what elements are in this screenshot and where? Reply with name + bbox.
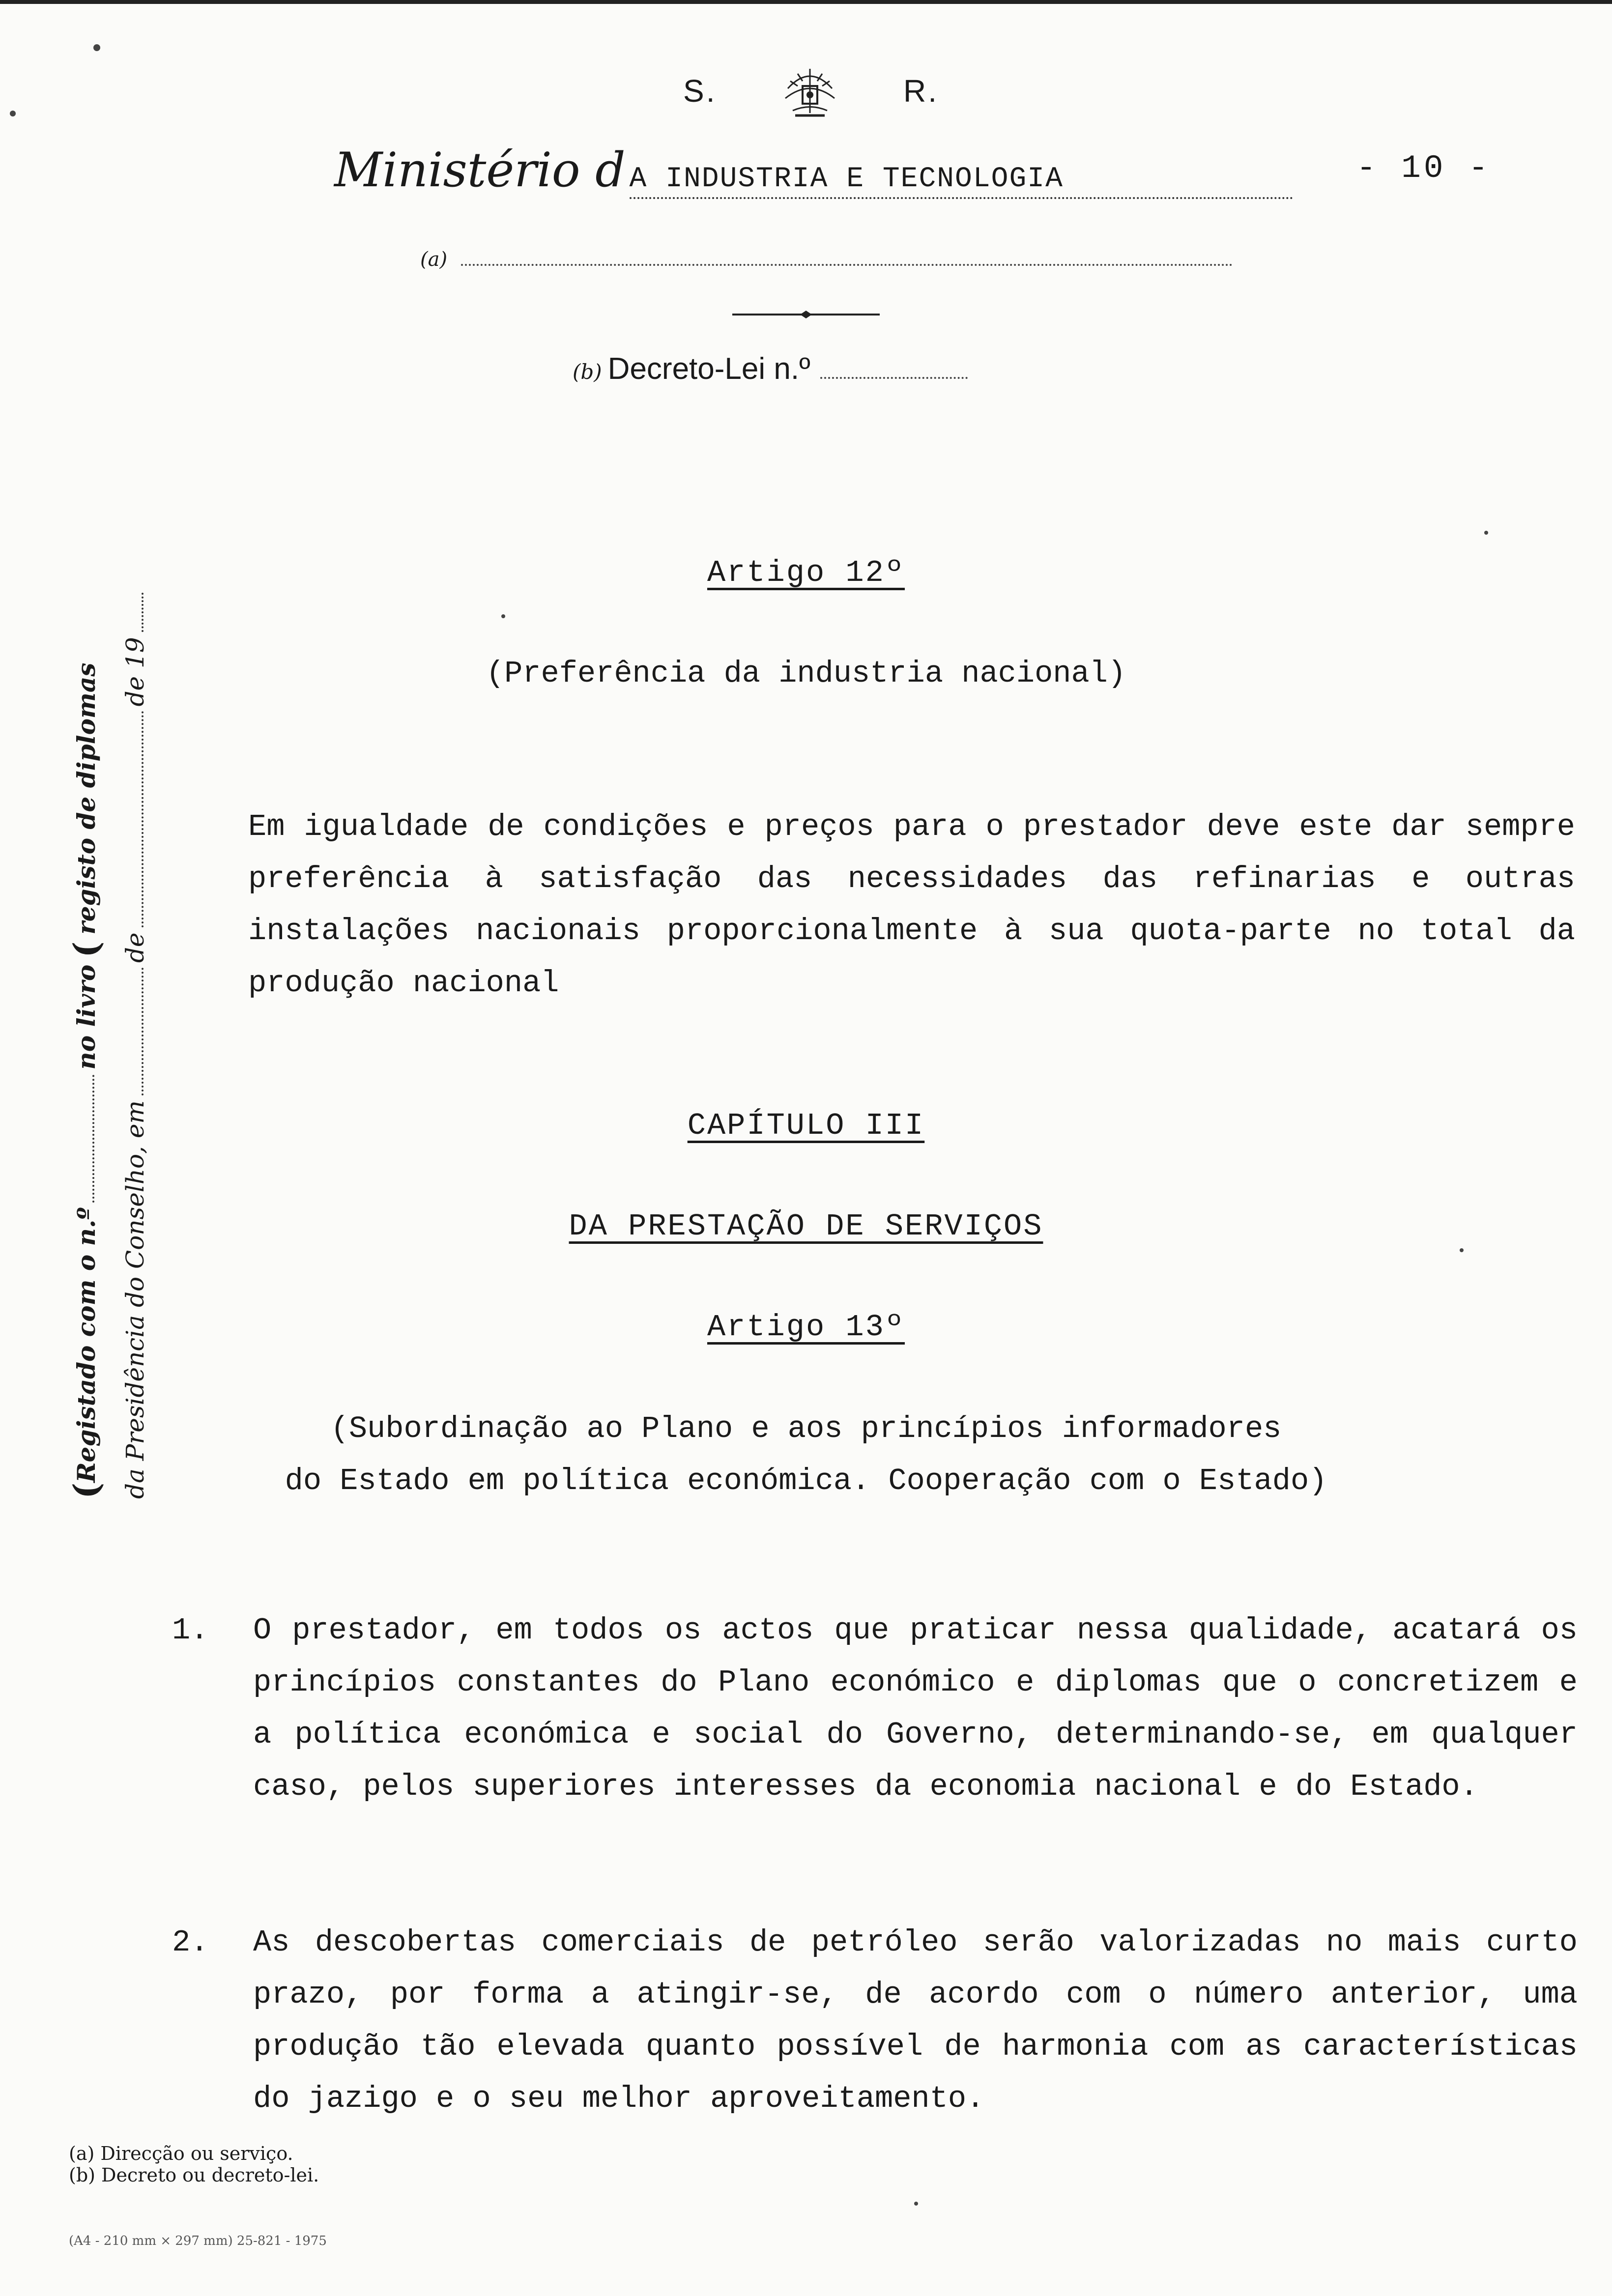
registration-text-4: da Presidência do Conselho, em: [121, 1100, 149, 1499]
s-letter: S.: [683, 73, 717, 109]
scan-speck: [914, 2202, 918, 2206]
registration-text-1: Registado com o n.º: [71, 1207, 101, 1483]
print-info: (A4 - 210 mm × 297 mm) 25-821 - 1975: [69, 2234, 327, 2248]
registration-text-5: de: [121, 932, 149, 963]
footnotes: [69, 2143, 319, 2186]
ministry-line: [334, 143, 1293, 199]
scan-speck: [93, 44, 100, 51]
r-letter: R.: [903, 73, 939, 109]
chapter-title-heading: [0, 1209, 1612, 1244]
registration-year-fill: [127, 593, 144, 632]
scan-speck: [10, 111, 16, 116]
line-b-label: (b): [573, 360, 602, 384]
scan-speck: [1484, 531, 1488, 535]
bracket-mark-icon: (: [65, 941, 107, 958]
article-13-item-2: [172, 1917, 1578, 2125]
article-12-text: Em igualdade de condições e preços para o prestador deve este dar sempre preferência à satisfação das necessidades das refinarias e outras instalações nacionais proporcionalmente à sua quota-parte no total da produção nacional: [248, 809, 1575, 1001]
republic-header: [683, 59, 939, 123]
item-1-text: O prestador, em todos os actos que praticar nessa qualidade, acatará os princípios constantes do Plano económico e diplomas que o concretizem e a política económica e social do Governo, determinando-se, em qualquer caso, pelos superiores interesses da economia nacional e do Estado.: [253, 1613, 1578, 1804]
chapter-heading: [0, 1108, 1612, 1143]
article-13-title: Artigo 13º: [707, 1310, 905, 1345]
item-2-number: 2.: [172, 1925, 209, 1960]
chapter-number: CAPÍTULO III: [687, 1108, 925, 1143]
line-a-fill: [461, 249, 1233, 266]
scan-speck: [1460, 1248, 1464, 1252]
decree-label: Decreto-Lei n.º: [607, 352, 810, 386]
line-a-label: (a): [420, 248, 448, 271]
registration-margin: [49, 565, 157, 1499]
bracket-open-icon: (: [65, 1482, 107, 1499]
registration-text-2: no livro: [71, 964, 101, 1070]
article-13-item-1: [172, 1605, 1578, 1813]
top-border-line: [0, 0, 1612, 4]
footnote-b: (b) Decreto ou decreto-lei.: [69, 2164, 319, 2186]
ministry-name: A INDUSTRIA E TECNOLOGIA: [630, 163, 1293, 199]
line-a: [420, 248, 1233, 271]
page-number: - 10 -: [1356, 150, 1491, 187]
coat-of-arms-icon: [768, 59, 852, 123]
footnote-a: (a) Direcção ou serviço.: [69, 2143, 293, 2164]
line-b: [573, 351, 968, 386]
registration-date-fill: [127, 968, 144, 1095]
article-12-subtitle: (Preferência da industria nacional): [486, 656, 1126, 691]
registration-column-2: [108, 565, 162, 1499]
chapter-title: DA PRESTAÇÃO DE SERVIÇOS: [569, 1209, 1043, 1244]
item-2-text: As descobertas comerciais de petróleo serão valorizadas no mais curto prazo, por forma a atingir-se, de acordo com o número anterior, uma produção tão elevada quanto possível de harmonia com as características do jazigo e o seu melhor aproveitamento.: [253, 1925, 1578, 2116]
article-13-subtitle-line-2: do Estado em política económica. Cooperação com o Estado): [285, 1464, 1327, 1498]
registration-month-fill: [127, 712, 144, 928]
article-12-heading: [0, 555, 1612, 590]
article-13-heading: [0, 1310, 1612, 1345]
decree-number-fill: [820, 357, 968, 379]
article-12-title: Artigo 12º: [707, 555, 905, 590]
article-13-subtitle-line-1: (Subordinação ao Plano e aos princípios informadores: [330, 1411, 1282, 1446]
ministry-word: Ministério d: [334, 143, 626, 198]
registration-column-1: [59, 565, 113, 1499]
scan-speck: [501, 614, 505, 618]
item-1-number: 1.: [172, 1613, 209, 1648]
registration-text-3: registo de diplomas: [71, 662, 101, 935]
diamond-divider: [732, 310, 880, 319]
article-13-subtitle: [0, 1403, 1612, 1507]
registration-text-6: de 19: [121, 637, 149, 707]
